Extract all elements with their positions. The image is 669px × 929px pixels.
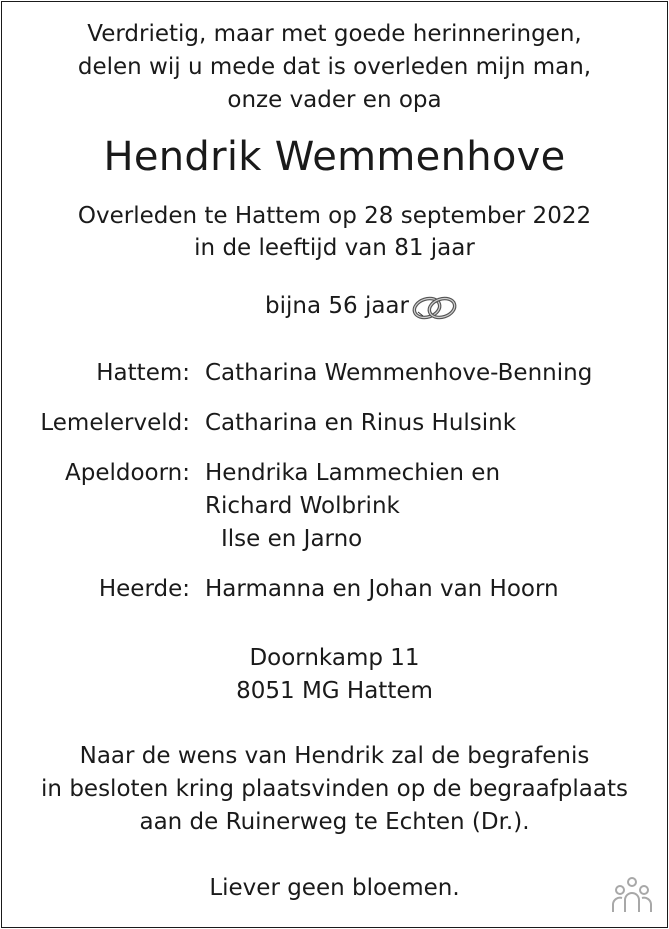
wedding-rings-icon bbox=[410, 292, 460, 322]
family-name-line: Ilse en Jarno bbox=[221, 526, 363, 552]
family-names bbox=[205, 573, 559, 606]
intro-line: onze vader en opa bbox=[227, 87, 442, 113]
marriage-duration: bijna 56 jaar bbox=[265, 293, 409, 319]
family-place: Apeldoorn: bbox=[65, 460, 190, 486]
family-names bbox=[205, 407, 516, 440]
family-place: Heerde: bbox=[98, 576, 190, 602]
intro-line: delen wij u mede dat is overleden mijn man, bbox=[77, 54, 592, 80]
funeral-line: Naar de wens van Hendrik zal de begrafenis bbox=[79, 743, 590, 769]
family-name-line: Richard Wolbrink bbox=[205, 493, 400, 519]
correspondence-address bbox=[0, 642, 669, 708]
family-names bbox=[205, 457, 500, 556]
address-line: 8051 MG Hattem bbox=[236, 678, 433, 704]
deceased-name: Hendrik Wemmenhove bbox=[103, 134, 566, 180]
closing-note: Liever geen bloemen. bbox=[209, 875, 460, 901]
death-line: in de leeftijd van 81 jaar bbox=[194, 235, 475, 261]
death-details bbox=[0, 200, 669, 264]
address-line: Doornkamp 11 bbox=[249, 645, 420, 671]
death-line: Overleden te Hattem op 28 september 2022 bbox=[77, 203, 592, 229]
funeral-notice bbox=[0, 740, 669, 839]
family-names bbox=[205, 357, 592, 390]
family-name-line: Hendrika Lammechien en bbox=[205, 460, 501, 486]
intro-text bbox=[0, 18, 669, 117]
family-place: Hattem: bbox=[96, 360, 190, 386]
family-people-icon bbox=[609, 876, 655, 914]
intro-line: Verdrietig, maar met goede herinneringen, bbox=[87, 21, 582, 47]
funeral-line: in besloten kring plaatsvinden op de begraafplaats bbox=[41, 776, 628, 802]
funeral-line: aan de Ruinerweg te Echten (Dr.). bbox=[139, 809, 530, 835]
family-name-line: Catharina en Rinus Hulsink bbox=[205, 410, 517, 436]
family-name-line: Catharina Wemmenhove-Benning bbox=[205, 360, 593, 386]
family-name-line: Harmanna en Johan van Hoorn bbox=[205, 576, 559, 602]
family-place: Lemelerveld: bbox=[40, 410, 190, 436]
